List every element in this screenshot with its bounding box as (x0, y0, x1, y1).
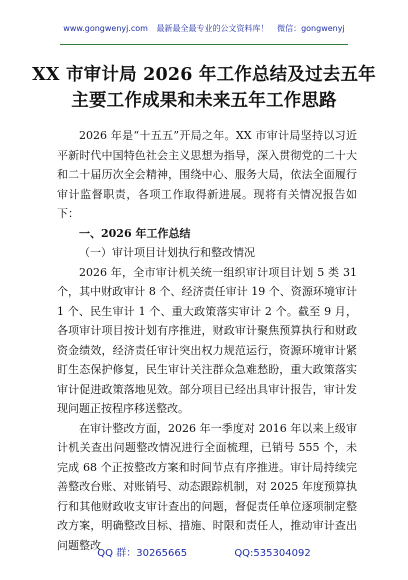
site-header (0, 23, 408, 34)
intro-paragraph: 2026 年是“十五五”开局之年。XX 市审计局坚持以习近平新时代中国特色社会主义思想为指导，深入贯彻党的二十大和二十届历次全会精神，围绕中心、服务大局，依法全面履行审计监督职责，各项工作取得新进展。现将有关情况报告如下： (57, 129, 357, 220)
body-paragraph-1: 2026 年，全市审计机关统一组织审计项目计划 5 类 31 个，其中财政审计 8 个、经济责任审计 19 个、资源环境审计 1 个、民生审计 1 个、重大政策落实审计 2 个。截至 9 月，各项审计项目按计划有序推进，财政审计聚焦预算执行和财政资金绩效，经济责任审计突出权力规范运行，资源环境审计紧盯生态保护修复，民生审计关注群众急难愁盼，重大政策落实审计促进政策落地见效。部分项目已经出具审计报告，审计发现问题正按程序移送整改。 (57, 265, 357, 415)
site-slogan: 最新最全最专业的公文资料库！ (156, 24, 269, 33)
qq-contact: QQ:535304092 (234, 548, 311, 559)
document-title (30, 62, 378, 114)
header-divider (60, 44, 348, 45)
section-heading: 一、2026 年工作总结 (79, 226, 191, 240)
subsection-heading: （一）审计项目计划执行和整改情况 (79, 246, 255, 259)
wechat-id: 微信：gongwenyj (277, 24, 345, 33)
qq-group: QQ 群：30265665 (97, 548, 188, 559)
document-body (57, 126, 357, 555)
title-line-1: XX 市审计局 2026 年工作总结及过去五年 (32, 65, 376, 85)
site-footer (0, 544, 408, 559)
site-url[interactable]: www.gongwenyj.com (63, 24, 148, 33)
title-line-2: 主要工作成果和未来五年工作思路 (71, 91, 337, 111)
body-paragraph-2: 在审计整改方面，2026 年一季度对 2016 年以来上级审计机关查出问题整改情况进行全面梳理，已销号 555 个，未完成 68 个正按整改方案和时间节点有序推进。审计局持续完善整改台账、对账销号、动态跟踪机制，对 2025 年度预算执行和其他财政收支审计查出的问题，督促责任单位逐项制定整改方案，明确整改目标、措施、时限和责任人，推动审计查出问题整改 (57, 421, 357, 552)
